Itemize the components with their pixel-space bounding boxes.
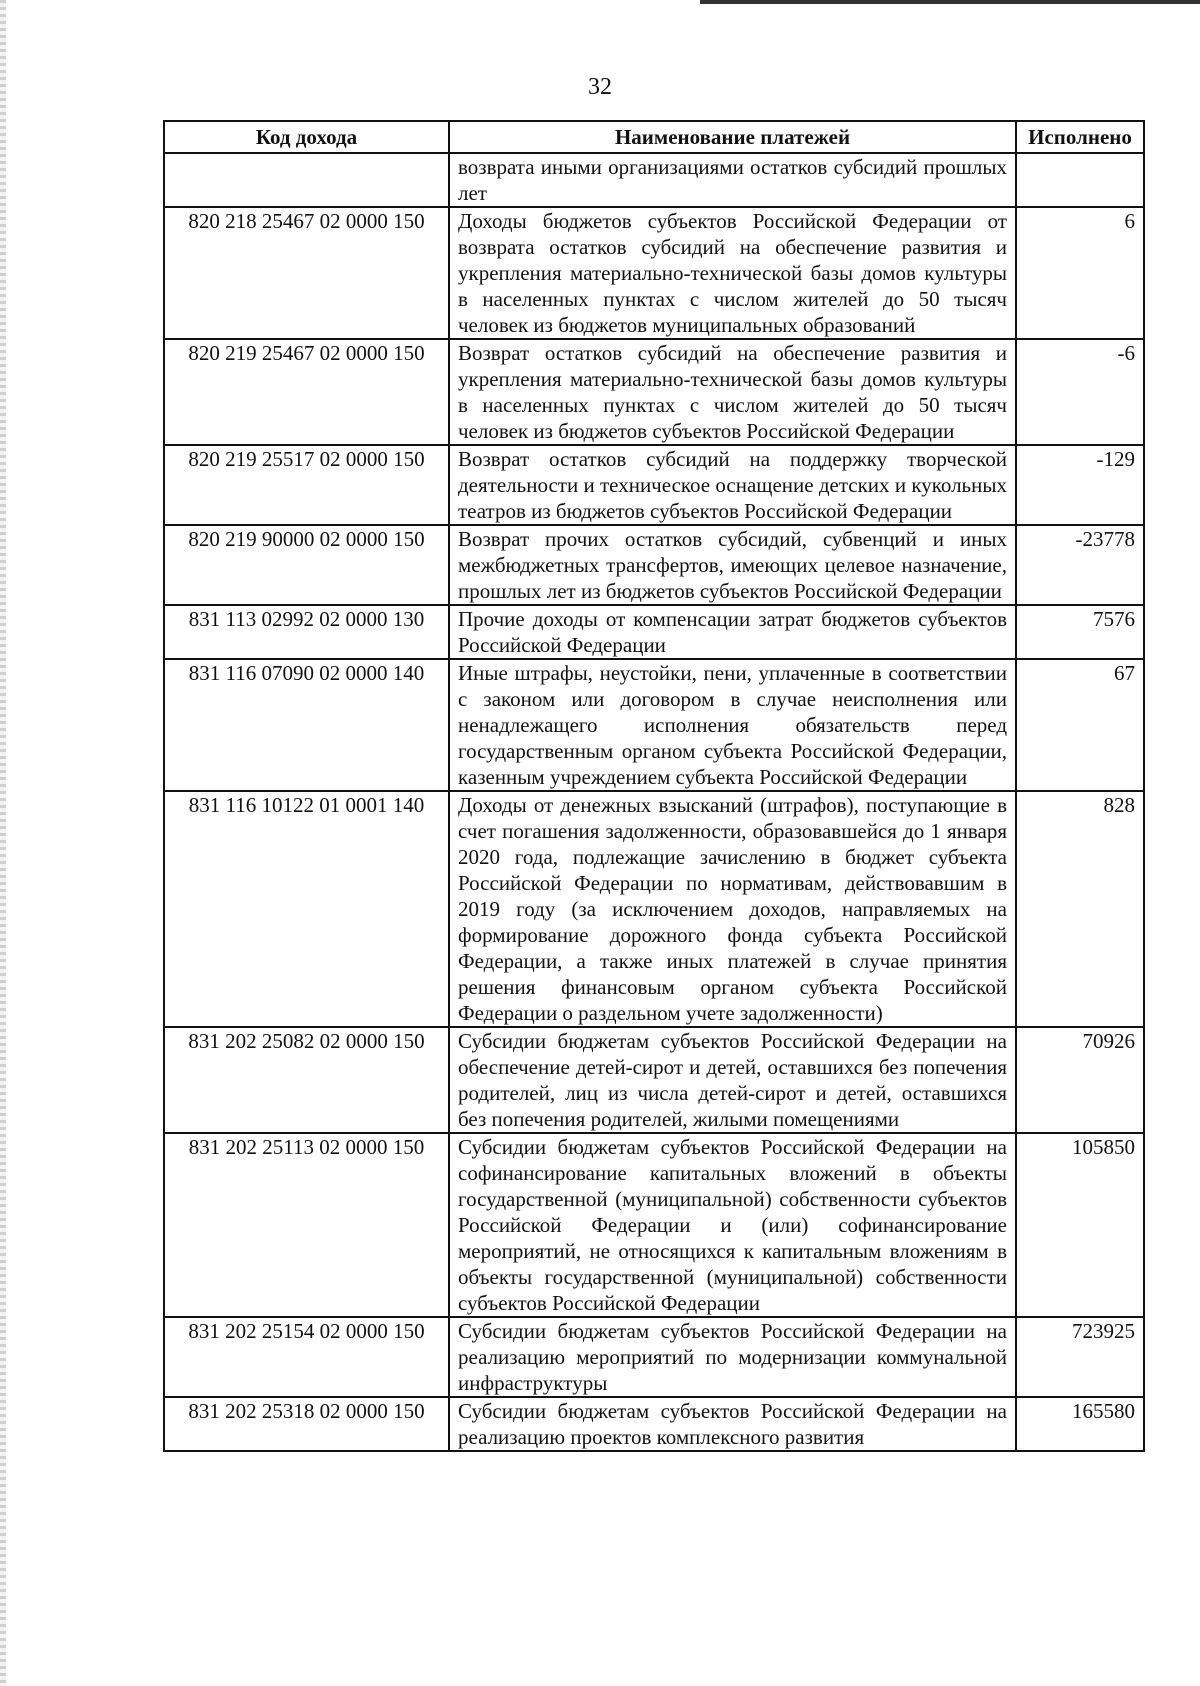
executed-amount: 828 xyxy=(1016,791,1144,1027)
revenue-code: 820 219 25517 02 0000 150 xyxy=(164,445,449,525)
table-row xyxy=(164,525,1144,605)
revenue-code: 831 202 25113 02 0000 150 xyxy=(164,1133,449,1317)
payment-name: Возврат прочих остатков субсидий, субвенций и иных межбюджетных трансфертов, имеющих целевое назначение, прошлых лет из бюджетов субъектов Российской Федерации xyxy=(449,525,1016,605)
revenue-code: 820 219 90000 02 0000 150 xyxy=(164,525,449,605)
revenue-code: 820 218 25467 02 0000 150 xyxy=(164,207,449,339)
table-row xyxy=(164,153,1144,207)
revenue-code: 831 202 25154 02 0000 150 xyxy=(164,1317,449,1397)
executed-amount: 7576 xyxy=(1016,605,1144,659)
executed-amount: 67 xyxy=(1016,659,1144,791)
revenue-code xyxy=(164,153,449,207)
table-row xyxy=(164,1027,1144,1133)
executed-amount: -6 xyxy=(1016,339,1144,445)
executed-amount: -23778 xyxy=(1016,525,1144,605)
payment-name: Субсидии бюджетам субъектов Российской Федерации на реализацию проектов комплексного развития xyxy=(449,1397,1016,1451)
table-row xyxy=(164,339,1144,445)
header-value: Исполнено xyxy=(1016,121,1144,153)
payment-name: Прочие доходы от компенсации затрат бюджетов субъектов Российской Федерации xyxy=(449,605,1016,659)
table-row xyxy=(164,445,1144,525)
payment-name: Возврат остатков субсидий на обеспечение развития и укрепления материально-технической базы домов культуры в населенных пунктах с числом жителей до 50 тысяч человек из бюджетов субъектов Российской Федерации xyxy=(449,339,1016,445)
revenue-code: 831 116 10122 01 0001 140 xyxy=(164,791,449,1027)
revenue-table xyxy=(163,120,1145,1452)
top-rule xyxy=(700,0,1200,4)
revenue-code: 820 219 25467 02 0000 150 xyxy=(164,339,449,445)
executed-amount: 6 xyxy=(1016,207,1144,339)
payment-name: Субсидии бюджетам субъектов Российской Федерации на обеспечение детей-сирот и детей, оставшихся без попечения родителей, лиц из числа детей-сирот и детей, оставшихся без попечения родителей, жилыми помещениями xyxy=(449,1027,1016,1133)
revenue-code: 831 116 07090 02 0000 140 xyxy=(164,659,449,791)
table-row xyxy=(164,207,1144,339)
payment-name: возврата иными организациями остатков субсидий прошлых лет xyxy=(449,153,1016,207)
table-row xyxy=(164,791,1144,1027)
payment-name: Иные штрафы, неустойки, пени, уплаченные в соответствии с законом или договором в случае неисполнения или ненадлежащего исполнения обязательств перед государственным органом субъекта Российской Федерации, казенным учреждением субъекта Российской Федерации xyxy=(449,659,1016,791)
scan-edge xyxy=(0,0,6,1686)
header-name: Наименование платежей xyxy=(449,121,1016,153)
table-header-row xyxy=(164,121,1144,153)
payment-name: Доходы бюджетов субъектов Российской Федерации от возврата остатков субсидий на обеспечение развития и укрепления материально-технической базы домов культуры в населенных пунктах с числом жителей до 50 тысяч человек из бюджетов муниципальных образований xyxy=(449,207,1016,339)
header-code: Код дохода xyxy=(164,121,449,153)
page-number: 32 xyxy=(588,74,612,100)
executed-amount: 70926 xyxy=(1016,1027,1144,1133)
revenue-code: 831 202 25082 02 0000 150 xyxy=(164,1027,449,1133)
payment-name: Возврат остатков субсидий на поддержку творческой деятельности и техническое оснащение детских и кукольных театров из бюджетов субъектов Российской Федерации xyxy=(449,445,1016,525)
executed-amount: 165580 xyxy=(1016,1397,1144,1451)
executed-amount: -129 xyxy=(1016,445,1144,525)
revenue-code: 831 113 02992 02 0000 130 xyxy=(164,605,449,659)
revenue-code: 831 202 25318 02 0000 150 xyxy=(164,1397,449,1451)
payment-name: Доходы от денежных взысканий (штрафов), поступающие в счет погашения задолженности, образовавшейся до 1 января 2020 года, подлежащие зачислению в бюджет субъекта Российской Федерации по нормативам, действовавшим в 2019 году (за исключением доходов, направляемых на формирование дорожного фонда субъекта Российской Федерации, а также иных платежей в случае принятия решения финансовым органом субъекта Российской Федерации о раздельном учете задолженности) xyxy=(449,791,1016,1027)
payment-name: Субсидии бюджетам субъектов Российской Федерации на софинансирование капитальных вложений в объекты государственной (муниципальной) собственности субъектов Российской Федерации и (или) софинансирование мероприятий, не относящихся к капитальным вложениям в объекты государственной (муниципальной) собственности субъектов Российской Федерации xyxy=(449,1133,1016,1317)
table-row xyxy=(164,605,1144,659)
executed-amount: 723925 xyxy=(1016,1317,1144,1397)
table-row xyxy=(164,1317,1144,1397)
payment-name: Субсидии бюджетам субъектов Российской Федерации на реализацию мероприятий по модернизации коммунальной инфраструктуры xyxy=(449,1317,1016,1397)
table-row xyxy=(164,1397,1144,1451)
executed-amount: 105850 xyxy=(1016,1133,1144,1317)
executed-amount xyxy=(1016,153,1144,207)
table-row xyxy=(164,1133,1144,1317)
table-row xyxy=(164,659,1144,791)
